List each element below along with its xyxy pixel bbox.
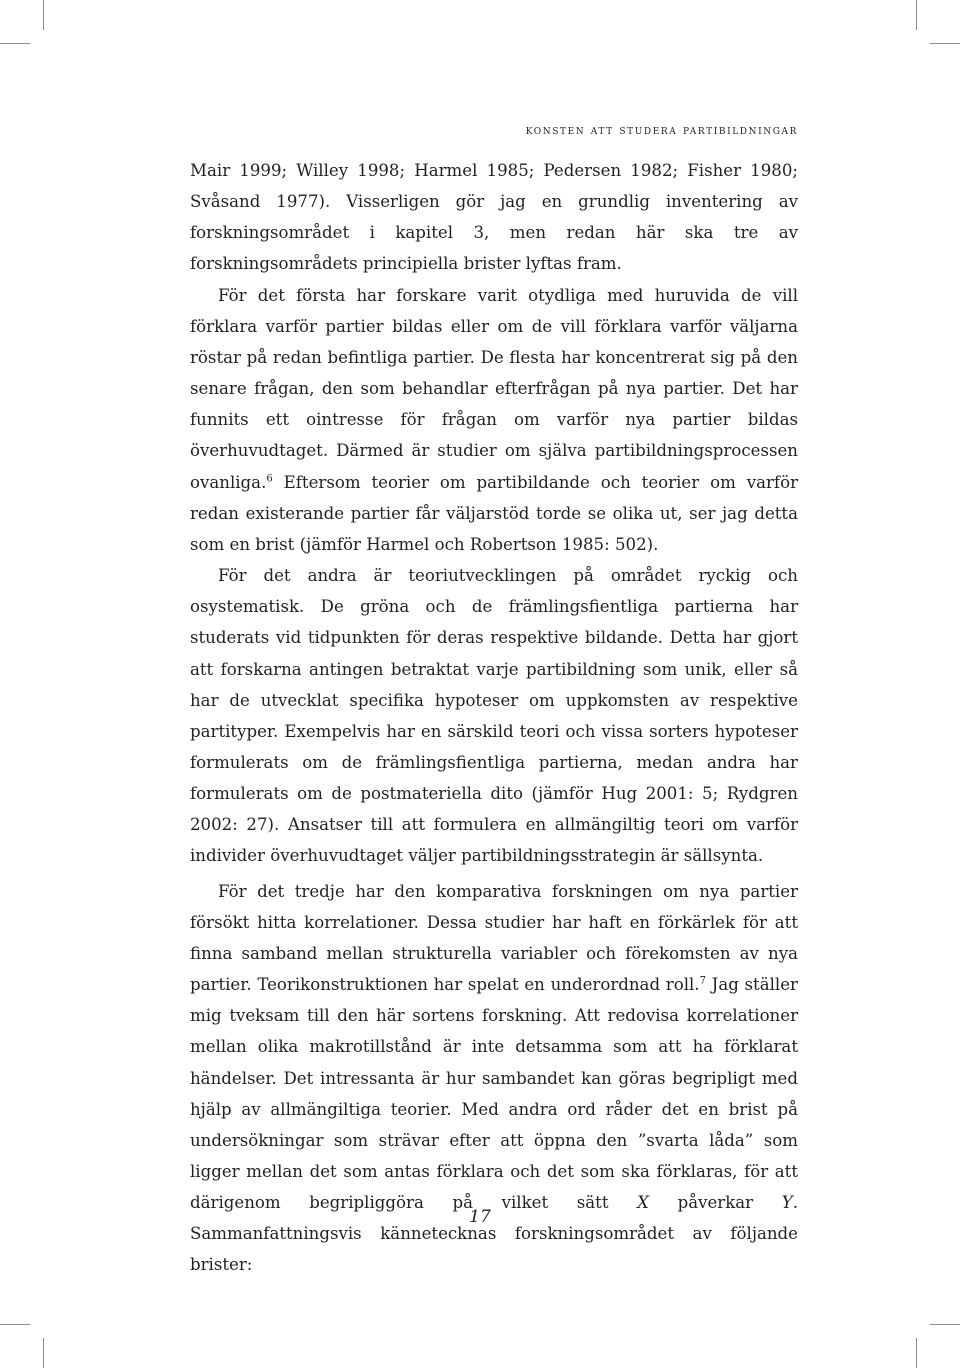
page-number: 17 [469, 1207, 491, 1227]
crop-mark-bottom-left-horizontal [0, 1324, 30, 1325]
crop-mark-top-right-vertical [916, 0, 917, 30]
crop-mark-bottom-right-vertical [916, 1338, 917, 1368]
text-run: Eftersom teorier om partibildande och teorier om varför redan existerande partier får väljarstöd torde se olika ut, ser jag detta som en brist (jämför Harmel och Robertson 1985: 502). [190, 472, 798, 554]
crop-mark-top-right-horizontal [930, 43, 960, 44]
running-head: konsten att studera partibildningar [525, 122, 798, 137]
crop-mark-bottom-left-vertical [43, 1338, 44, 1368]
text-run: För det första har forskare varit otydliga med huruvida de vill förklara varför partier bildas eller om de vill förklara varför väljarna röstar på redan befintliga partier. De flesta har koncentrerat sig på den senare frågan, den som behandlar efterfrågan på nya partier. Det har funnits ett ointresse för frågan om varför nya partier bildas överhuvudtaget. Därmed är studier om själva partibildningsprocessen ovanliga. [190, 285, 798, 492]
text-run: . Sammanfattningsvis kännetecknas forskningsområdet av följande brister: [190, 1193, 798, 1275]
crop-mark-top-left-vertical [43, 0, 44, 30]
paragraph-p2 [190, 280, 798, 560]
text-run: påverkar [648, 1193, 782, 1213]
footnote-ref: 6 [266, 473, 273, 485]
text-run: Jag ställer mig tveksam till den här sortens forskning. Att redovisa korrelationer mellan olika makrotillstånd är inte detsamma som att ha förklarat händelser. Det intressanta är hur sambandet kan göras begripligt med hjälp av allmängiltiga teorier. Med andra ord råder det en brist på undersökningar som strävar efter att öppna den ”svarta låda” som ligger mellan det som antas förklara och det som ska förklaras, för att därigenom begripliggöra på vilket sätt [190, 975, 798, 1213]
body-text [190, 155, 798, 1281]
italic-text: Y [781, 1193, 793, 1213]
italic-text: X [637, 1193, 649, 1213]
crop-mark-top-left-horizontal [0, 43, 30, 44]
crop-mark-bottom-right-horizontal [930, 1324, 960, 1325]
text-run: För det andra är teoriutvecklingen på området ryckig och osystematisk. De gröna och de främlingsfientliga partierna har studerats vid tidpunkten för deras respektive bildande. Detta har gjort att forskarna antingen betraktat varje partibildning som unik, eller så har de utvecklat specifika hypoteser om uppkomsten av respektive partityper. Exempelvis har en särskild teori och vissa sorters hypoteser formulerats om de främlingsfientliga partierna, medan andra har formulerats om de postmateriella dito (jämför Hug 2001: 5; Rydgren 2002: 27). Ansatser till att formulera en allmängiltig teori om varför individer överhuvudtaget väljer partibildningsstrategin är sällsynta. [190, 566, 798, 866]
text-run: Mair 1999; Willey 1998; Harmel 1985; Pedersen 1982; Fisher 1980; Svåsand 1977). Visserligen gör jag en grundlig inventering av forskningsområdet i kapitel 3, men redan här ska tre av forskningsområdets principiella brister lyftas fram. [190, 161, 798, 274]
text-run: För det tredje har den komparativa forskningen om nya partier försökt hitta korrelationer. Dessa studier har haft en förkärlek för att finna samband mellan strukturella variabler och förekomsten av nya partier. Teorikonstruktionen har spelat en underordnad roll. [190, 881, 798, 995]
paragraph-p3 [190, 560, 798, 872]
footnote-ref: 7 [699, 975, 706, 987]
paragraph-p1 [190, 155, 798, 280]
